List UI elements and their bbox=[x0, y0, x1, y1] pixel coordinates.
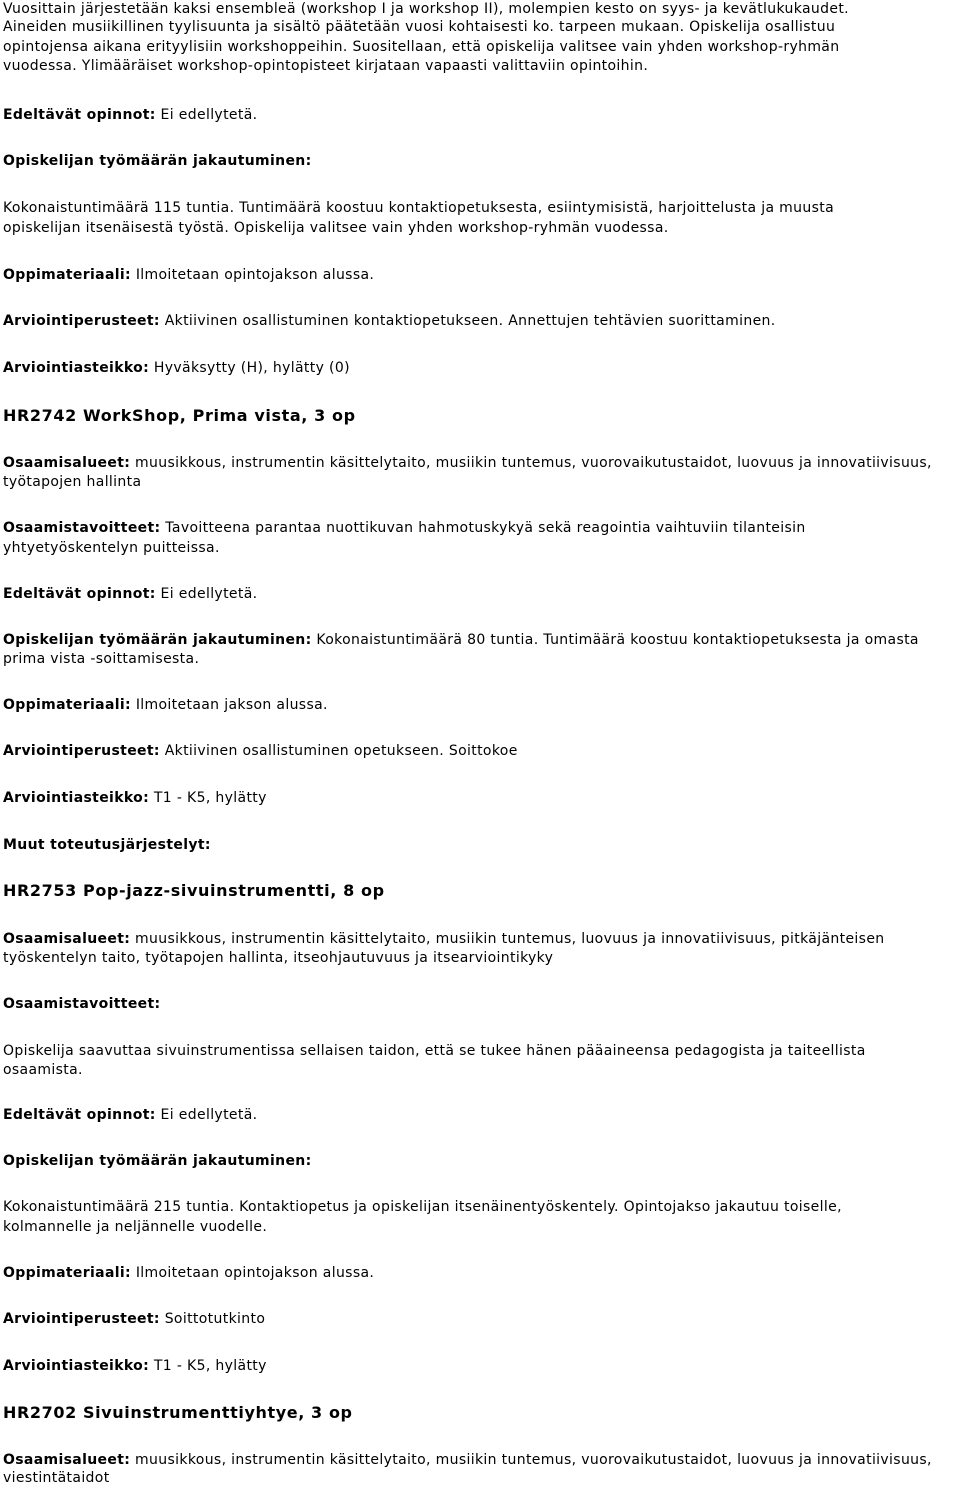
hr2753-workload-line-2: kolmannelle ja neljännelle vuodelle. bbox=[3, 1219, 268, 1235]
hr2702-title: HR2702 Sivuinstrumenttiyhtye, 3 op bbox=[3, 1403, 353, 1422]
competence-value: muusikkous, instrumentin käsittelytaito, musiikin tuntemus, vuorovaikutustaidot, luovuus ja innovatiivisuus, bbox=[130, 455, 932, 471]
hr2753-scale bbox=[3, 1357, 267, 1375]
hr2753-prerequisites bbox=[3, 1106, 257, 1124]
ws1-workload-line-1: Kokonaistuntimäärä 115 tuntia. Tuntimäärä koostuu kontaktiopetuksesta, esiintymisistä, harjoittelusta ja muusta bbox=[3, 200, 835, 216]
hr2742-title: HR2742 WorkShop, Prima vista, 3 op bbox=[3, 406, 356, 425]
scale-value: T1 - K5, hylätty bbox=[149, 1358, 267, 1374]
goals-value: Tavoitteena parantaa nuottikuvan hahmotuskykyä sekä reagointia vaihtuviin tilanteisin bbox=[160, 520, 806, 536]
ws1-workload-line-2: opiskelijan itsenäisestä työstä. Opiskelija valitsee vain yhden workshop-ryhmän vuodessa. bbox=[3, 220, 669, 236]
hr2753-goals-line-2: osaamista. bbox=[3, 1062, 83, 1078]
material-value: Ilmoitetaan jakson alussa. bbox=[131, 697, 328, 713]
intro-line-3: opintojensa aikana erityylisiin workshoppeihin. Suositellaan, että opiskelija valitsee vain yhden workshop-ryhmän bbox=[3, 39, 840, 55]
hr2753-material bbox=[3, 1264, 374, 1282]
ws1-criteria bbox=[3, 312, 776, 330]
material-value: Ilmoitetaan opintojakson alussa. bbox=[131, 267, 375, 283]
hr2742-competence-line-2: työtapojen hallinta bbox=[3, 474, 142, 490]
hr2753-competence-line-1 bbox=[3, 930, 885, 948]
competence-label: Osaamisalueet: bbox=[3, 1452, 131, 1468]
hr2742-workload-line-2: prima vista -soittamisesta. bbox=[3, 651, 200, 667]
hr2702-competence-line-1 bbox=[3, 1451, 932, 1469]
prereq-value: Ei edellytetä. bbox=[155, 586, 258, 602]
scale-value: Hyväksytty (H), hylätty (0) bbox=[149, 360, 350, 376]
hr2742-workload-line-1 bbox=[3, 631, 919, 649]
intro-line-1: Vuosittain järjestetään kaksi ensembleä (workshop I ja workshop II), molempien kesto on syys- ja kevätlukukaudet. bbox=[3, 1, 849, 17]
competence-value: muusikkous, instrumentin käsittelytaito, musiikin tuntemus, luovuus ja innovatiivisuus, pitkäjänteisen bbox=[130, 931, 885, 947]
hr2753-goals-label: Osaamistavoitteet: bbox=[3, 996, 161, 1012]
hr2753-criteria bbox=[3, 1310, 265, 1328]
hr2742-competence-line-1 bbox=[3, 454, 932, 472]
criteria-label: Arviointiperusteet: bbox=[3, 743, 160, 759]
goals-label: Osaamistavoitteet: bbox=[3, 520, 161, 536]
material-label: Oppimateriaali: bbox=[3, 697, 132, 713]
prereq-value: Ei edellytetä. bbox=[155, 1107, 258, 1123]
criteria-value: Aktiivinen osallistuminen kontaktiopetukseen. Annettujen tehtävien suorittaminen. bbox=[159, 313, 776, 329]
hr2753-workload-label: Opiskelijan työmäärän jakautuminen: bbox=[3, 1153, 312, 1169]
hr2753-goals-line-1: Opiskelija saavuttaa sivuinstrumentissa sellaisen taidon, että se tukee hänen pääaineensa pedagogista ja taiteellista bbox=[3, 1043, 866, 1059]
hr2742-scale bbox=[3, 789, 267, 807]
hr2753-competence-line-2: työskentelyn taito, työtapojen hallinta, itseohjautuvuus ja itsearviointikyky bbox=[3, 950, 554, 966]
hr2753-title: HR2753 Pop-jazz-sivuinstrumentti, 8 op bbox=[3, 881, 385, 900]
workload-label: Opiskelijan työmäärän jakautuminen: bbox=[3, 632, 312, 648]
prereq-label: Edeltävät opinnot: bbox=[3, 1107, 156, 1123]
scale-label: Arviointiasteikko: bbox=[3, 790, 150, 806]
criteria-label: Arviointiperusteet: bbox=[3, 313, 160, 329]
scale-value: T1 - K5, hylätty bbox=[149, 790, 267, 806]
criteria-value: Soittotutkinto bbox=[159, 1311, 266, 1327]
material-label: Oppimateriaali: bbox=[3, 267, 132, 283]
prereq-label: Edeltävät opinnot: bbox=[3, 107, 156, 123]
ws1-workload-label: Opiskelijan työmäärän jakautuminen: bbox=[3, 153, 312, 169]
intro-line-2: Aineiden musiikillinen tyylisuunta ja sisältö päätetään vuosi kohtaisesti ko. tarpeen mukaan. Opiskelija osallistuu bbox=[3, 19, 836, 35]
intro-line-4: vuodessa. Ylimääräiset workshop-opintopisteet kirjataan vapaasti valittaviin opintoihin. bbox=[3, 58, 649, 74]
competence-value: muusikkous, instrumentin käsittelytaito, musiikin tuntemus, vuorovaikutustaidot, luovuus ja innovatiivisuus, bbox=[130, 1452, 932, 1468]
hr2742-goals-line-2: yhtyetyöskentelyn puitteissa. bbox=[3, 540, 220, 556]
prereq-value: Ei edellytetä. bbox=[155, 107, 258, 123]
competence-label: Osaamisalueet: bbox=[3, 931, 131, 947]
ws1-prerequisites bbox=[3, 106, 257, 124]
hr2742-criteria bbox=[3, 742, 518, 760]
hr2742-prerequisites bbox=[3, 585, 257, 603]
hr2742-material bbox=[3, 696, 328, 714]
material-value: Ilmoitetaan opintojakson alussa. bbox=[131, 1265, 375, 1281]
hr2753-workload-line-1: Kokonaistuntimäärä 215 tuntia. Kontaktiopetus ja opiskelijan itsenäinentyöskentely. Opintojakso jakautuu toiselle, bbox=[3, 1199, 842, 1215]
scale-label: Arviointiasteikko: bbox=[3, 360, 150, 376]
workload-value: Kokonaistuntimäärä 80 tuntia. Tuntimäärä koostuu kontaktiopetuksesta ja omasta bbox=[311, 632, 919, 648]
hr2742-other-arrangements: Muut toteutusjärjestelyt: bbox=[3, 837, 211, 853]
competence-label: Osaamisalueet: bbox=[3, 455, 131, 471]
prereq-label: Edeltävät opinnot: bbox=[3, 586, 156, 602]
material-label: Oppimateriaali: bbox=[3, 1265, 132, 1281]
ws1-material bbox=[3, 266, 374, 284]
ws1-scale bbox=[3, 359, 350, 377]
hr2742-goals-line-1 bbox=[3, 519, 806, 537]
scale-label: Arviointiasteikko: bbox=[3, 1358, 150, 1374]
criteria-value: Aktiivinen osallistuminen opetukseen. Soittokoe bbox=[159, 743, 518, 759]
hr2702-competence-line-2: viestintätaidot bbox=[3, 1470, 110, 1486]
criteria-label: Arviointiperusteet: bbox=[3, 1311, 160, 1327]
